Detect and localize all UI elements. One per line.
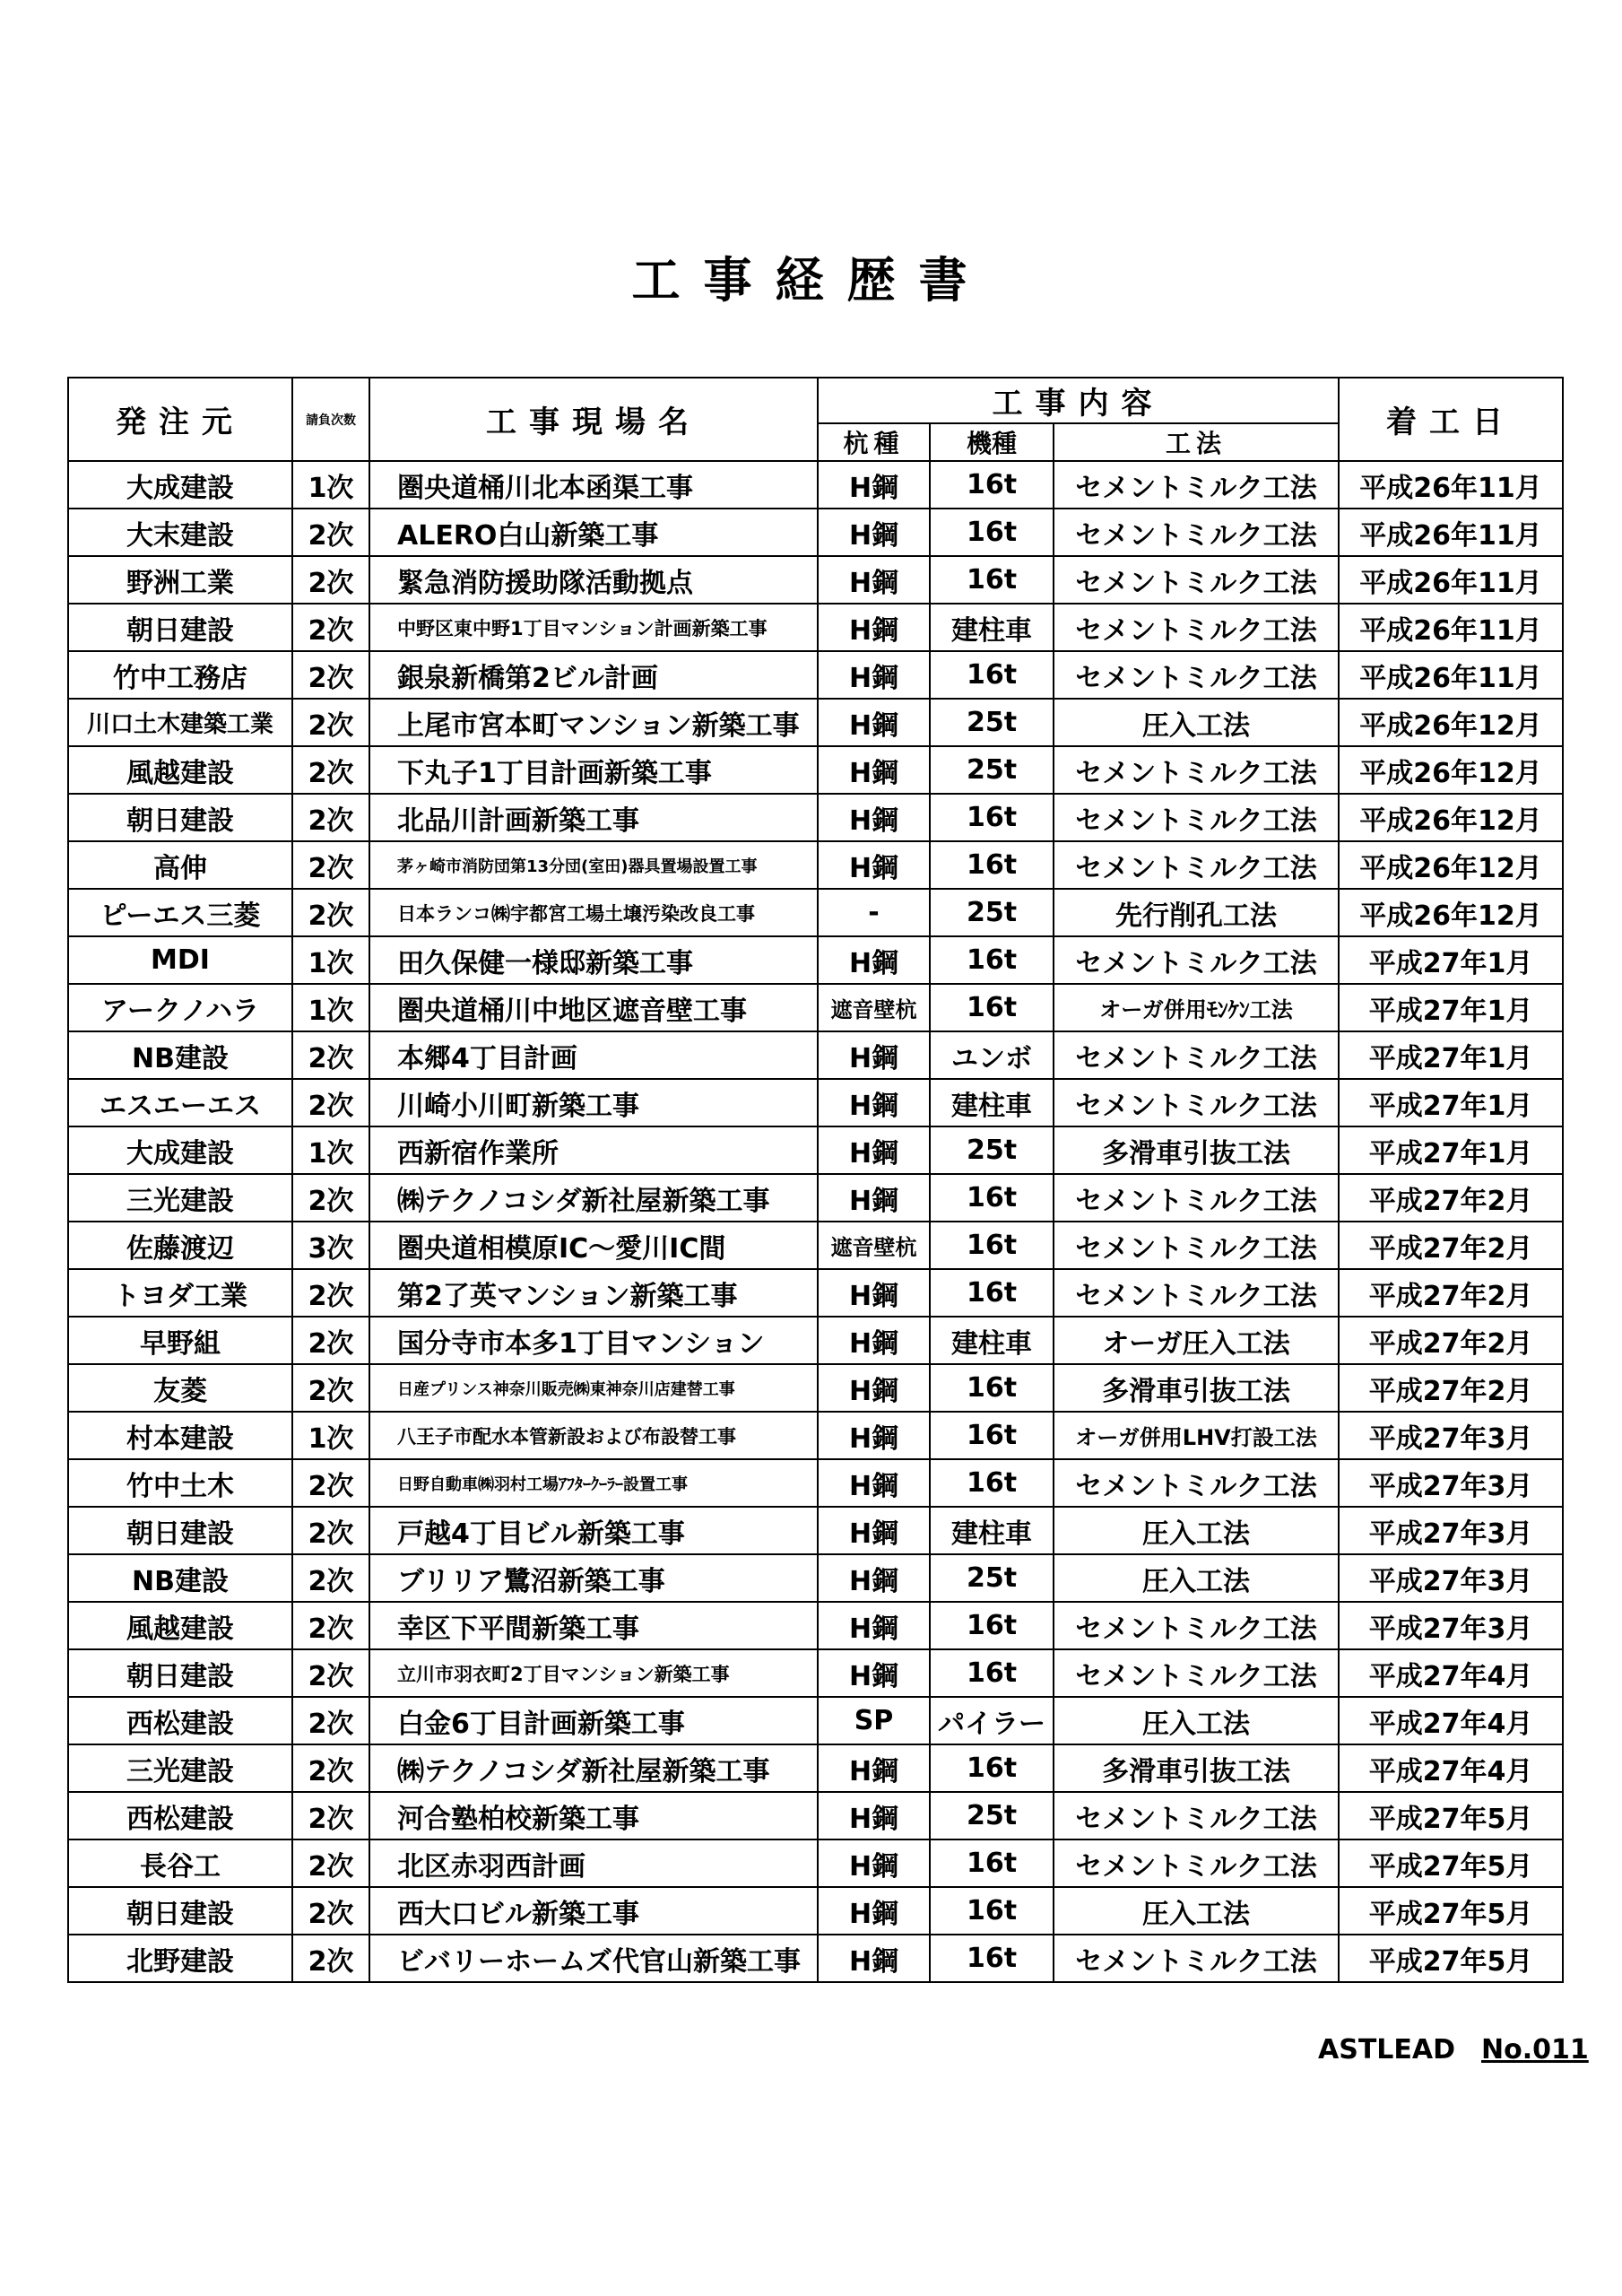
cell-method: オーガ圧入工法	[1054, 1317, 1339, 1364]
cell-method: セメントミルク工法	[1054, 1649, 1339, 1697]
table-body	[68, 461, 1563, 1982]
cell-client: 朝日建設	[68, 794, 292, 841]
cell-subcontract-level: 2次	[292, 1031, 369, 1079]
cell-pile-type: H鋼	[818, 1269, 930, 1317]
cell-subcontract-level: 1次	[292, 1126, 369, 1174]
table-row	[68, 1649, 1563, 1697]
cell-site-name: ㈱テクノコシダ新社屋新築工事	[369, 1174, 818, 1222]
cell-pile-type: 遮音壁杭	[818, 1222, 930, 1269]
cell-pile-type: 遮音壁杭	[818, 984, 930, 1031]
cell-pile-type: H鋼	[818, 936, 930, 984]
work-history-table	[67, 377, 1564, 1983]
cell-client: 友菱	[68, 1364, 292, 1412]
cell-machine-type: ユンボ	[930, 1031, 1054, 1079]
cell-subcontract-level: 2次	[292, 841, 369, 889]
cell-start-date: 平成27年1月	[1339, 1079, 1563, 1126]
table-row	[68, 794, 1563, 841]
cell-start-date: 平成27年4月	[1339, 1649, 1563, 1697]
cell-pile-type: -	[818, 889, 930, 936]
cell-site-name: 日産プリンス神奈川販売㈱東神奈川店建替工事	[369, 1364, 818, 1412]
cell-site-name: 上尾市宮本町マンション新築工事	[369, 699, 818, 746]
cell-site-name: 幸区下平間新築工事	[369, 1602, 818, 1649]
cell-start-date: 平成26年12月	[1339, 794, 1563, 841]
cell-pile-type: SP	[818, 1697, 930, 1744]
cell-start-date: 平成27年4月	[1339, 1697, 1563, 1744]
cell-start-date: 平成26年12月	[1339, 699, 1563, 746]
cell-start-date: 平成27年1月	[1339, 936, 1563, 984]
cell-method: 圧入工法	[1054, 699, 1339, 746]
cell-pile-type: H鋼	[818, 651, 930, 699]
cell-site-name: 白金6丁目計画新築工事	[369, 1697, 818, 1744]
cell-subcontract-level: 2次	[292, 794, 369, 841]
cell-site-name: 立川市羽衣町2丁目マンション新築工事	[369, 1649, 818, 1697]
cell-start-date: 平成27年5月	[1339, 1792, 1563, 1839]
cell-subcontract-level: 1次	[292, 1412, 369, 1459]
table-row	[68, 1222, 1563, 1269]
cell-method: 多滑車引抜工法	[1054, 1126, 1339, 1174]
cell-machine-type: 16t	[930, 1839, 1054, 1887]
cell-client: 大末建設	[68, 509, 292, 556]
cell-subcontract-level: 2次	[292, 556, 369, 604]
cell-machine-type: パイラー	[930, 1697, 1054, 1744]
cell-subcontract-level: 2次	[292, 1459, 369, 1507]
cell-client: 西松建設	[68, 1792, 292, 1839]
cell-client: 村本建設	[68, 1412, 292, 1459]
cell-machine-type: 25t	[930, 1792, 1054, 1839]
cell-machine-type: 建柱車	[930, 1079, 1054, 1126]
cell-machine-type: 建柱車	[930, 1507, 1054, 1554]
cell-site-name: 西新宿作業所	[369, 1126, 818, 1174]
header-method: 工法	[1054, 423, 1339, 461]
header-start-date: 着工日	[1339, 378, 1563, 461]
cell-subcontract-level: 1次	[292, 984, 369, 1031]
cell-site-name: 本郷4丁目計画	[369, 1031, 818, 1079]
cell-machine-type: 16t	[930, 984, 1054, 1031]
cell-machine-type: 25t	[930, 699, 1054, 746]
cell-machine-type: 16t	[930, 1364, 1054, 1412]
cell-machine-type: 25t	[930, 889, 1054, 936]
table-row	[68, 1317, 1563, 1364]
cell-client: 竹中工務店	[68, 651, 292, 699]
cell-site-name: 川崎小川町新築工事	[369, 1079, 818, 1126]
cell-start-date: 平成26年12月	[1339, 889, 1563, 936]
cell-method: 多滑車引抜工法	[1054, 1744, 1339, 1792]
cell-start-date: 平成27年3月	[1339, 1412, 1563, 1459]
cell-pile-type: H鋼	[818, 841, 930, 889]
cell-site-name: 八王子市配水本管新設および布設替工事	[369, 1412, 818, 1459]
cell-client: NB建設	[68, 1554, 292, 1602]
cell-client: 佐藤渡辺	[68, 1222, 292, 1269]
cell-machine-type: 16t	[930, 651, 1054, 699]
cell-method: セメントミルク工法	[1054, 1079, 1339, 1126]
cell-client: 朝日建設	[68, 1887, 292, 1935]
cell-method: セメントミルク工法	[1054, 1935, 1339, 1982]
cell-method: 圧入工法	[1054, 1697, 1339, 1744]
cell-method: セメントミルク工法	[1054, 651, 1339, 699]
table-row	[68, 651, 1563, 699]
cell-client: 風越建設	[68, 746, 292, 794]
cell-site-name: ALERO白山新築工事	[369, 509, 818, 556]
cell-machine-type: 16t	[930, 936, 1054, 984]
cell-machine-type: 16t	[930, 841, 1054, 889]
cell-start-date: 平成27年1月	[1339, 984, 1563, 1031]
cell-client: 風越建設	[68, 1602, 292, 1649]
cell-method: 先行削孔工法	[1054, 889, 1339, 936]
cell-site-name: 国分寺市本多1丁目マンション	[369, 1317, 818, 1364]
cell-client: 竹中土木	[68, 1459, 292, 1507]
cell-method: 多滑車引抜工法	[1054, 1364, 1339, 1412]
cell-site-name: 圏央道桶川中地区遮音壁工事	[369, 984, 818, 1031]
cell-site-name: 中野区東中野1丁目マンション計画新築工事	[369, 604, 818, 651]
cell-site-name: 緊急消防援助隊活動拠点	[369, 556, 818, 604]
cell-client: エスエーエス	[68, 1079, 292, 1126]
cell-subcontract-level: 2次	[292, 1269, 369, 1317]
cell-client: アークノハラ	[68, 984, 292, 1031]
table-row	[68, 746, 1563, 794]
cell-site-name: 西大口ビル新築工事	[369, 1887, 818, 1935]
header-pile-type: 杭種	[818, 423, 930, 461]
table-row	[68, 509, 1563, 556]
cell-machine-type: 建柱車	[930, 1317, 1054, 1364]
cell-site-name: ブリリア鷺沼新築工事	[369, 1554, 818, 1602]
cell-method: セメントミルク工法	[1054, 461, 1339, 509]
cell-method: セメントミルク工法	[1054, 794, 1339, 841]
cell-site-name: 田久保健一様邸新築工事	[369, 936, 818, 984]
header-work-content: 工事内容	[818, 378, 1339, 423]
cell-subcontract-level: 2次	[292, 604, 369, 651]
cell-pile-type: H鋼	[818, 1079, 930, 1126]
cell-start-date: 平成27年5月	[1339, 1839, 1563, 1887]
cell-start-date: 平成27年2月	[1339, 1364, 1563, 1412]
cell-client: トヨダ工業	[68, 1269, 292, 1317]
cell-subcontract-level: 2次	[292, 889, 369, 936]
cell-method: 圧入工法	[1054, 1554, 1339, 1602]
cell-site-name: 第2了英マンション新築工事	[369, 1269, 818, 1317]
cell-subcontract-level: 2次	[292, 651, 369, 699]
cell-subcontract-level: 2次	[292, 1839, 369, 1887]
table-row	[68, 1412, 1563, 1459]
cell-site-name: 圏央道桶川北本函渠工事	[369, 461, 818, 509]
header-machine-type: 機種	[930, 423, 1054, 461]
table-row	[68, 1459, 1563, 1507]
table-row	[68, 1744, 1563, 1792]
cell-client: 朝日建設	[68, 604, 292, 651]
cell-pile-type: H鋼	[818, 1126, 930, 1174]
cell-machine-type: 25t	[930, 746, 1054, 794]
cell-start-date: 平成27年2月	[1339, 1317, 1563, 1364]
table-row	[68, 1174, 1563, 1222]
cell-method: 圧入工法	[1054, 1507, 1339, 1554]
cell-start-date: 平成26年11月	[1339, 556, 1563, 604]
cell-subcontract-level: 2次	[292, 1602, 369, 1649]
cell-site-name: 日野自動車㈱羽村工場ｱﾌﾀｰｸｰﾗｰ設置工事	[369, 1459, 818, 1507]
cell-client: 川口土木建築工業	[68, 699, 292, 746]
cell-method: セメントミルク工法	[1054, 1602, 1339, 1649]
table-row	[68, 1364, 1563, 1412]
cell-method: セメントミルク工法	[1054, 1174, 1339, 1222]
cell-method: セメントミルク工法	[1054, 509, 1339, 556]
cell-subcontract-level: 2次	[292, 1554, 369, 1602]
cell-subcontract-level: 1次	[292, 461, 369, 509]
cell-start-date: 平成27年3月	[1339, 1554, 1563, 1602]
cell-pile-type: H鋼	[818, 1792, 930, 1839]
cell-client: 高伸	[68, 841, 292, 889]
header-client: 発注元	[68, 378, 292, 461]
table-row	[68, 604, 1563, 651]
cell-machine-type: 16t	[930, 1602, 1054, 1649]
cell-method: セメントミルク工法	[1054, 556, 1339, 604]
cell-client: MDI	[68, 936, 292, 984]
document-title: 工事経歴書	[631, 252, 991, 309]
cell-site-name: ㈱テクノコシダ新社屋新築工事	[369, 1744, 818, 1792]
cell-pile-type: H鋼	[818, 699, 930, 746]
cell-start-date: 平成26年11月	[1339, 461, 1563, 509]
cell-subcontract-level: 2次	[292, 1079, 369, 1126]
table-row	[68, 1126, 1563, 1174]
cell-subcontract-level: 2次	[292, 746, 369, 794]
cell-site-name: 茅ヶ崎市消防団第13分団(室田)器具置場設置工事	[369, 841, 818, 889]
cell-pile-type: H鋼	[818, 1364, 930, 1412]
cell-method: セメントミルク工法	[1054, 1222, 1339, 1269]
cell-method: セメントミルク工法	[1054, 746, 1339, 794]
cell-pile-type: H鋼	[818, 461, 930, 509]
cell-start-date: 平成27年1月	[1339, 1126, 1563, 1174]
cell-method: セメントミルク工法	[1054, 936, 1339, 984]
cell-pile-type: H鋼	[818, 1649, 930, 1697]
cell-site-name: 北品川計画新築工事	[369, 794, 818, 841]
cell-pile-type: H鋼	[818, 1839, 930, 1887]
cell-pile-type: H鋼	[818, 556, 930, 604]
cell-machine-type: 16t	[930, 1222, 1054, 1269]
cell-start-date: 平成27年1月	[1339, 1031, 1563, 1079]
cell-subcontract-level: 2次	[292, 1317, 369, 1364]
cell-start-date: 平成27年2月	[1339, 1269, 1563, 1317]
table-row	[68, 936, 1563, 984]
cell-method: オーガ併用LHV打設工法	[1054, 1412, 1339, 1459]
cell-machine-type: 16t	[930, 556, 1054, 604]
table-row	[68, 1935, 1563, 1982]
cell-start-date: 平成27年5月	[1339, 1887, 1563, 1935]
cell-method: オーガ併用ﾓﾝｹﾝ工法	[1054, 984, 1339, 1031]
cell-start-date: 平成27年3月	[1339, 1507, 1563, 1554]
cell-pile-type: H鋼	[818, 1602, 930, 1649]
cell-client: 西松建設	[68, 1697, 292, 1744]
cell-client: 朝日建設	[68, 1649, 292, 1697]
header-site-name: 工事現場名	[369, 378, 818, 461]
cell-subcontract-level: 2次	[292, 1364, 369, 1412]
cell-start-date: 平成27年3月	[1339, 1602, 1563, 1649]
table-row	[68, 841, 1563, 889]
cell-method: 圧入工法	[1054, 1887, 1339, 1935]
cell-start-date: 平成27年3月	[1339, 1459, 1563, 1507]
cell-subcontract-level: 2次	[292, 1174, 369, 1222]
cell-site-name: 銀泉新橋第2ビル計画	[369, 651, 818, 699]
table-row	[68, 889, 1563, 936]
table-row	[68, 1602, 1563, 1649]
cell-pile-type: H鋼	[818, 1744, 930, 1792]
cell-subcontract-level: 2次	[292, 1935, 369, 1982]
cell-pile-type: H鋼	[818, 794, 930, 841]
cell-method: セメントミルク工法	[1054, 1269, 1339, 1317]
table-row	[68, 1031, 1563, 1079]
cell-subcontract-level: 2次	[292, 509, 369, 556]
cell-subcontract-level: 3次	[292, 1222, 369, 1269]
cell-pile-type: H鋼	[818, 1031, 930, 1079]
cell-site-name: 河合塾柏校新築工事	[369, 1792, 818, 1839]
cell-method: セメントミルク工法	[1054, 1459, 1339, 1507]
cell-method: セメントミルク工法	[1054, 604, 1339, 651]
cell-subcontract-level: 2次	[292, 1697, 369, 1744]
cell-method: セメントミルク工法	[1054, 1839, 1339, 1887]
cell-machine-type: 16t	[930, 1935, 1054, 1982]
cell-start-date: 平成26年12月	[1339, 841, 1563, 889]
cell-client: 早野組	[68, 1317, 292, 1364]
cell-machine-type: 建柱車	[930, 604, 1054, 651]
table-row	[68, 1079, 1563, 1126]
cell-pile-type: H鋼	[818, 1174, 930, 1222]
cell-start-date: 平成27年2月	[1339, 1222, 1563, 1269]
cell-start-date: 平成27年5月	[1339, 1935, 1563, 1982]
cell-subcontract-level: 2次	[292, 1744, 369, 1792]
cell-pile-type: H鋼	[818, 1412, 930, 1459]
cell-client: ピーエス三菱	[68, 889, 292, 936]
cell-start-date: 平成26年11月	[1339, 509, 1563, 556]
cell-subcontract-level: 2次	[292, 699, 369, 746]
cell-pile-type: H鋼	[818, 1935, 930, 1982]
cell-client: 朝日建設	[68, 1507, 292, 1554]
cell-method: セメントミルク工法	[1054, 1031, 1339, 1079]
cell-machine-type: 16t	[930, 509, 1054, 556]
cell-pile-type: H鋼	[818, 604, 930, 651]
cell-client: 野洲工業	[68, 556, 292, 604]
cell-machine-type: 16t	[930, 461, 1054, 509]
table-row	[68, 699, 1563, 746]
table-row	[68, 1554, 1563, 1602]
cell-client: 三光建設	[68, 1174, 292, 1222]
table-row	[68, 1697, 1563, 1744]
cell-machine-type: 16t	[930, 1269, 1054, 1317]
cell-pile-type: H鋼	[818, 1317, 930, 1364]
cell-client: 大成建設	[68, 1126, 292, 1174]
cell-machine-type: 25t	[930, 1554, 1054, 1602]
cell-site-name: 日本ランコ㈱宇都宮工場土壌汚染改良工事	[369, 889, 818, 936]
cell-site-name: ビバリーホームズ代官山新築工事	[369, 1935, 818, 1982]
cell-pile-type: H鋼	[818, 1887, 930, 1935]
table-row	[68, 556, 1563, 604]
cell-site-name: 下丸子1丁目計画新築工事	[369, 746, 818, 794]
cell-client: 長谷工	[68, 1839, 292, 1887]
cell-machine-type: 16t	[930, 1649, 1054, 1697]
cell-site-name: 北区赤羽西計画	[369, 1839, 818, 1887]
cell-method: セメントミルク工法	[1054, 1792, 1339, 1839]
cell-subcontract-level: 2次	[292, 1507, 369, 1554]
cell-machine-type: 16t	[930, 1412, 1054, 1459]
header-subcontract-level: 請負次数	[292, 378, 369, 461]
table-row	[68, 1269, 1563, 1317]
cell-method: セメントミルク工法	[1054, 841, 1339, 889]
table-row	[68, 461, 1563, 509]
cell-start-date: 平成27年2月	[1339, 1174, 1563, 1222]
table-row	[68, 984, 1563, 1031]
cell-site-name: 圏央道相模原IC～愛川IC間	[369, 1222, 818, 1269]
cell-subcontract-level: 2次	[292, 1887, 369, 1935]
cell-client: NB建設	[68, 1031, 292, 1079]
cell-machine-type: 16t	[930, 794, 1054, 841]
cell-client: 北野建設	[68, 1935, 292, 1982]
cell-start-date: 平成27年4月	[1339, 1744, 1563, 1792]
cell-start-date: 平成26年11月	[1339, 604, 1563, 651]
cell-start-date: 平成26年12月	[1339, 746, 1563, 794]
cell-machine-type: 16t	[930, 1174, 1054, 1222]
footer-page-number: No.011	[1481, 2034, 1589, 2066]
cell-pile-type: H鋼	[818, 746, 930, 794]
cell-subcontract-level: 1次	[292, 936, 369, 984]
footer-company: ASTLEAD	[1318, 2034, 1456, 2066]
cell-machine-type: 25t	[930, 1126, 1054, 1174]
table-row	[68, 1839, 1563, 1887]
table-row	[68, 1792, 1563, 1839]
table-row	[68, 1507, 1563, 1554]
cell-machine-type: 16t	[930, 1887, 1054, 1935]
cell-subcontract-level: 2次	[292, 1649, 369, 1697]
cell-machine-type: 16t	[930, 1744, 1054, 1792]
cell-client: 大成建設	[68, 461, 292, 509]
cell-pile-type: H鋼	[818, 1554, 930, 1602]
table-row	[68, 1887, 1563, 1935]
cell-start-date: 平成26年11月	[1339, 651, 1563, 699]
cell-machine-type: 16t	[930, 1459, 1054, 1507]
cell-pile-type: H鋼	[818, 509, 930, 556]
cell-client: 三光建設	[68, 1744, 292, 1792]
cell-pile-type: H鋼	[818, 1507, 930, 1554]
cell-site-name: 戸越4丁目ビル新築工事	[369, 1507, 818, 1554]
cell-subcontract-level: 2次	[292, 1792, 369, 1839]
cell-pile-type: H鋼	[818, 1459, 930, 1507]
